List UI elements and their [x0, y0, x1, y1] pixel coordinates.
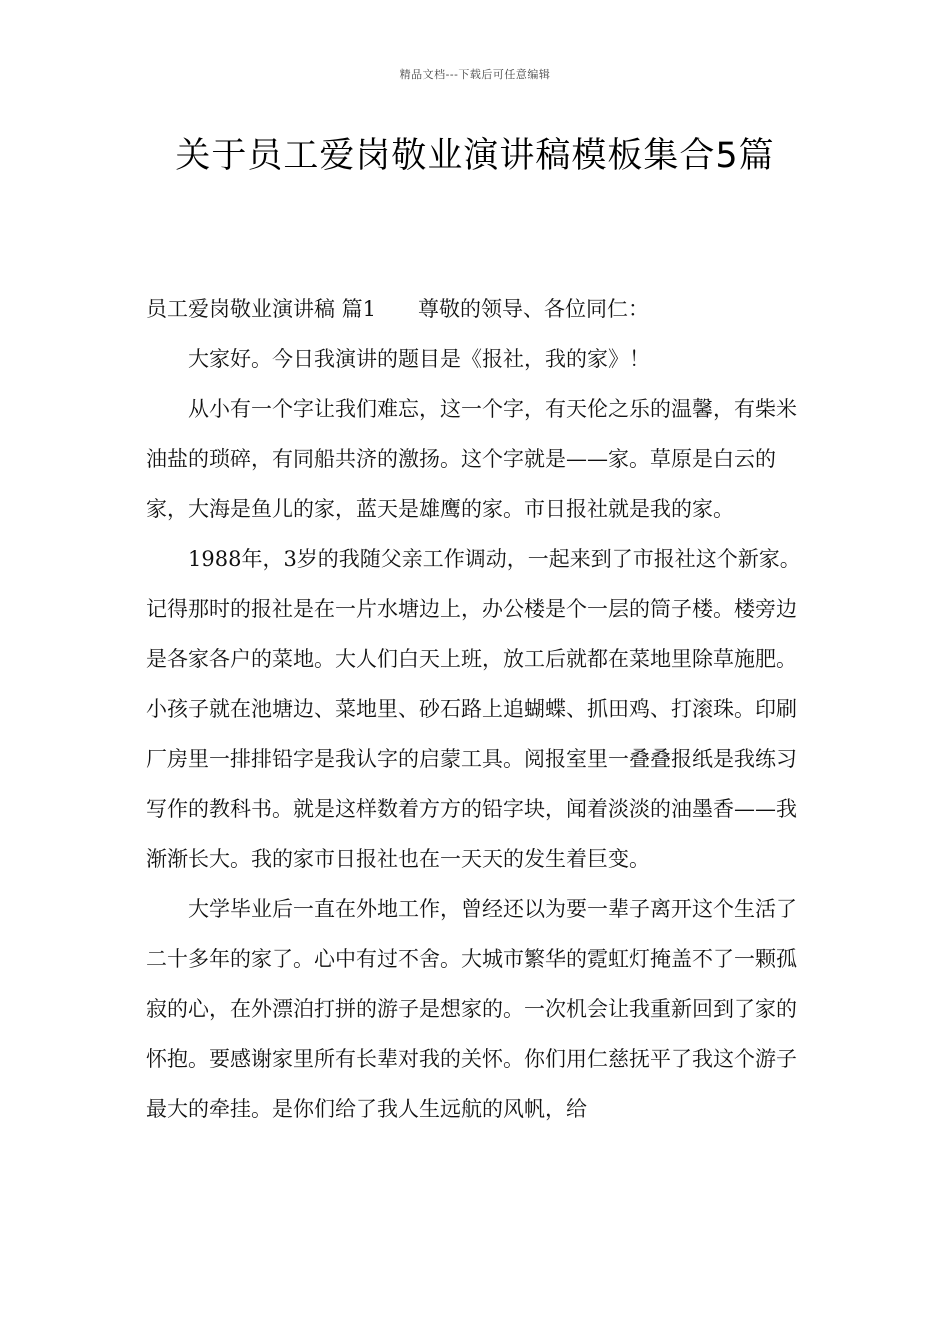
- paragraph-childhood: 1988年，3岁的我随父亲工作调动，一起来到了市报社这个新家。记得那时的报社是在一片水塘边上，办公楼是个一层的筒子楼。楼旁边是各家各户的菜地。大人们白天上班，放工后就都在菜地里除草施肥。小孩子就在池塘边、菜地里、砂石路上追蝴蝶、抓田鸡、打滚珠。印刷厂房里一排排铅字是我认字的启蒙工具。阅报室里一叠叠报纸是我练习写作的教科书。就是这样数着方方的铅字块，闻着淡淡的油墨香——我渐渐长大。我的家市日报社也在一天天的发生着巨变。: [146, 547, 801, 871]
- paragraph-greeting: 大家好。今日我演讲的题目是《报社，我的家》！: [188, 347, 650, 371]
- paragraph-return-home: 大学毕业后一直在外地工作，曾经还以为要一辈子离开这个生活了二十多年的家了。心中有过不舍。大城市繁华的霓虹灯掩盖不了一颗孤寂的心，在外漂泊打拼的游子是想家的。一次机会让我重新回到了家的怀抱。要感谢家里所有长辈对我的关怀。你们用仁慈抚平了我这个游子最大的牵挂。是你们给了我人生远航的风帆，给: [146, 897, 797, 1121]
- paragraph-home-meaning: 从小有一个字让我们难忘，这一个字，有天伦之乐的温馨，有柴米油盐的琐碎，有同船共济的激扬。这个字就是——家。草原是白云的家，大海是鱼儿的家，蓝天是雄鹰的家。市日报社就是我的家。: [146, 397, 797, 521]
- salutation: 尊敬的领导、各位同仁：: [418, 297, 650, 321]
- document-title: 关于员工爱岗敬业演讲稿模板集合5篇: [175, 136, 775, 176]
- section-heading: 员工爱岗敬业演讲稿 篇1: [146, 297, 377, 321]
- opening-line: [146, 284, 816, 334]
- document-body: [146, 284, 816, 1134]
- header-note: 精品文档---下载后可任意编辑: [399, 68, 551, 81]
